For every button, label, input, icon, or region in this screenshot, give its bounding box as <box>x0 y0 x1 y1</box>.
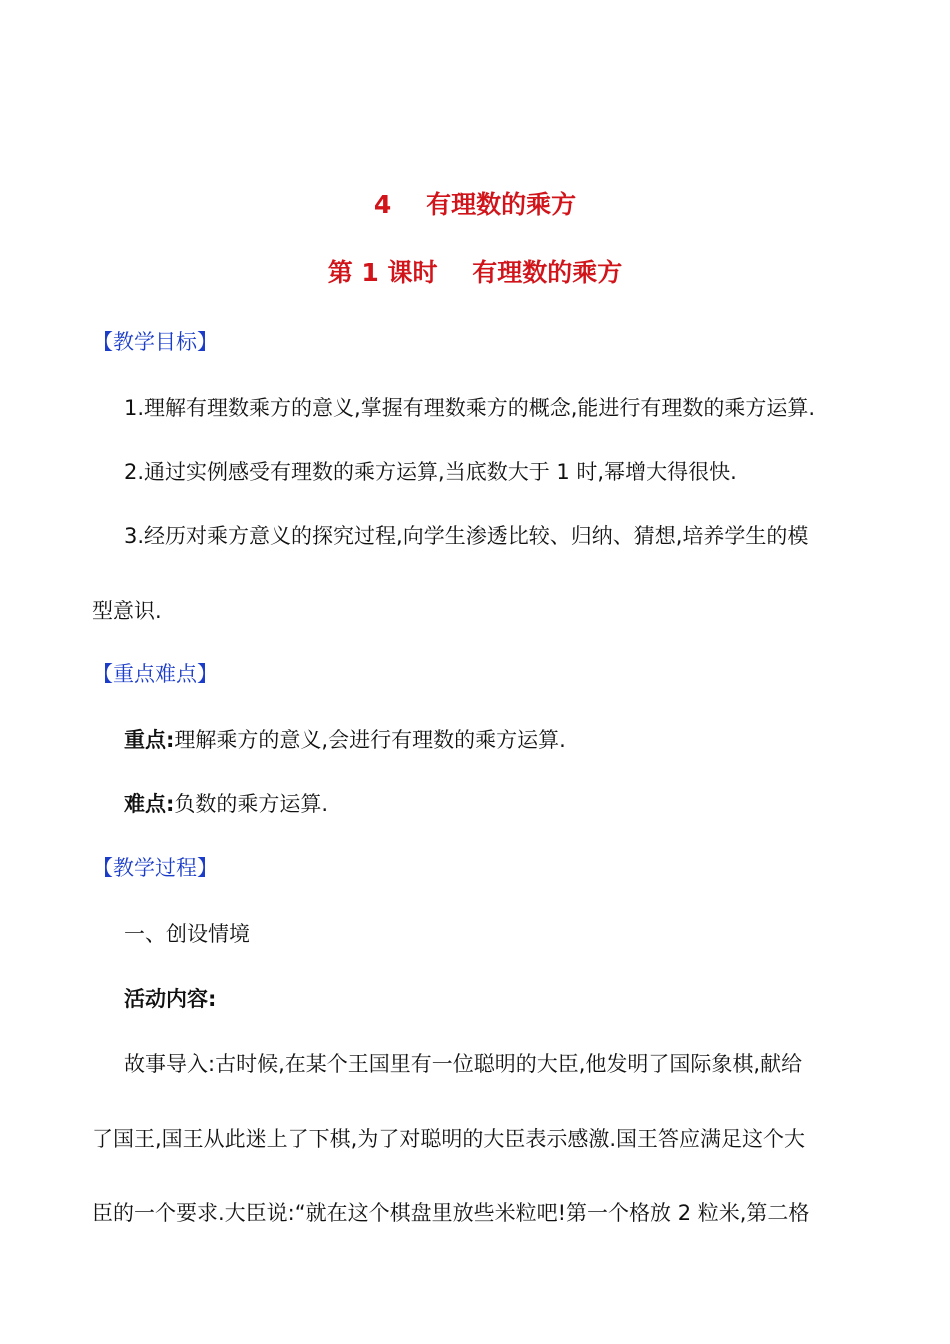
objective-1: 1.理解有理数乘方的意义,掌握有理数乘方的概念,能进行有理数的乘方运算. <box>124 396 816 420</box>
activity-label: 活动内容: <box>124 987 217 1011</box>
difficulty-point <box>124 790 328 818</box>
keypoints-heading: 【重点难点】 <box>92 662 218 686</box>
objectives-heading: 【教学目标】 <box>92 330 218 354</box>
difficulty-text: 负数的乘方运算. <box>174 792 329 816</box>
objective-2: 2.通过实例感受有理数的乘方运算,当底数大于 1 时,幂增大得很快. <box>124 460 737 484</box>
story-line-3: 臣的一个要求.大臣说:“就在这个棋盘里放些米粒吧!第一个格放 2 粒米,第二格 <box>92 1201 810 1225</box>
process-step-1: 一、创设情境 <box>124 922 250 946</box>
process-heading: 【教学过程】 <box>92 856 218 880</box>
difficulty-label: 难点: <box>124 792 175 816</box>
sub-title: 第 1 课时 有理数的乘方 <box>327 258 623 287</box>
key-point-text: 理解乘方的意义,会进行有理数的乘方运算. <box>174 728 566 752</box>
story-line-1: 故事导入:古时候,在某个王国里有一位聪明的大臣,他发明了国际象棋,献给 <box>124 1052 803 1076</box>
story-line-2: 了国王,国王从此迷上了下棋,为了对聪明的大臣表示感激.国王答应满足这个大 <box>92 1127 806 1151</box>
main-title: 4 有理数的乘方 <box>373 190 577 219</box>
objective-3: 3.经历对乘方意义的探究过程,向学生渗透比较、归纳、猜想,培养学生的模 <box>124 524 809 548</box>
key-point <box>124 726 566 754</box>
objective-3-continued: 型意识. <box>92 599 162 623</box>
key-point-label: 重点: <box>124 728 175 752</box>
